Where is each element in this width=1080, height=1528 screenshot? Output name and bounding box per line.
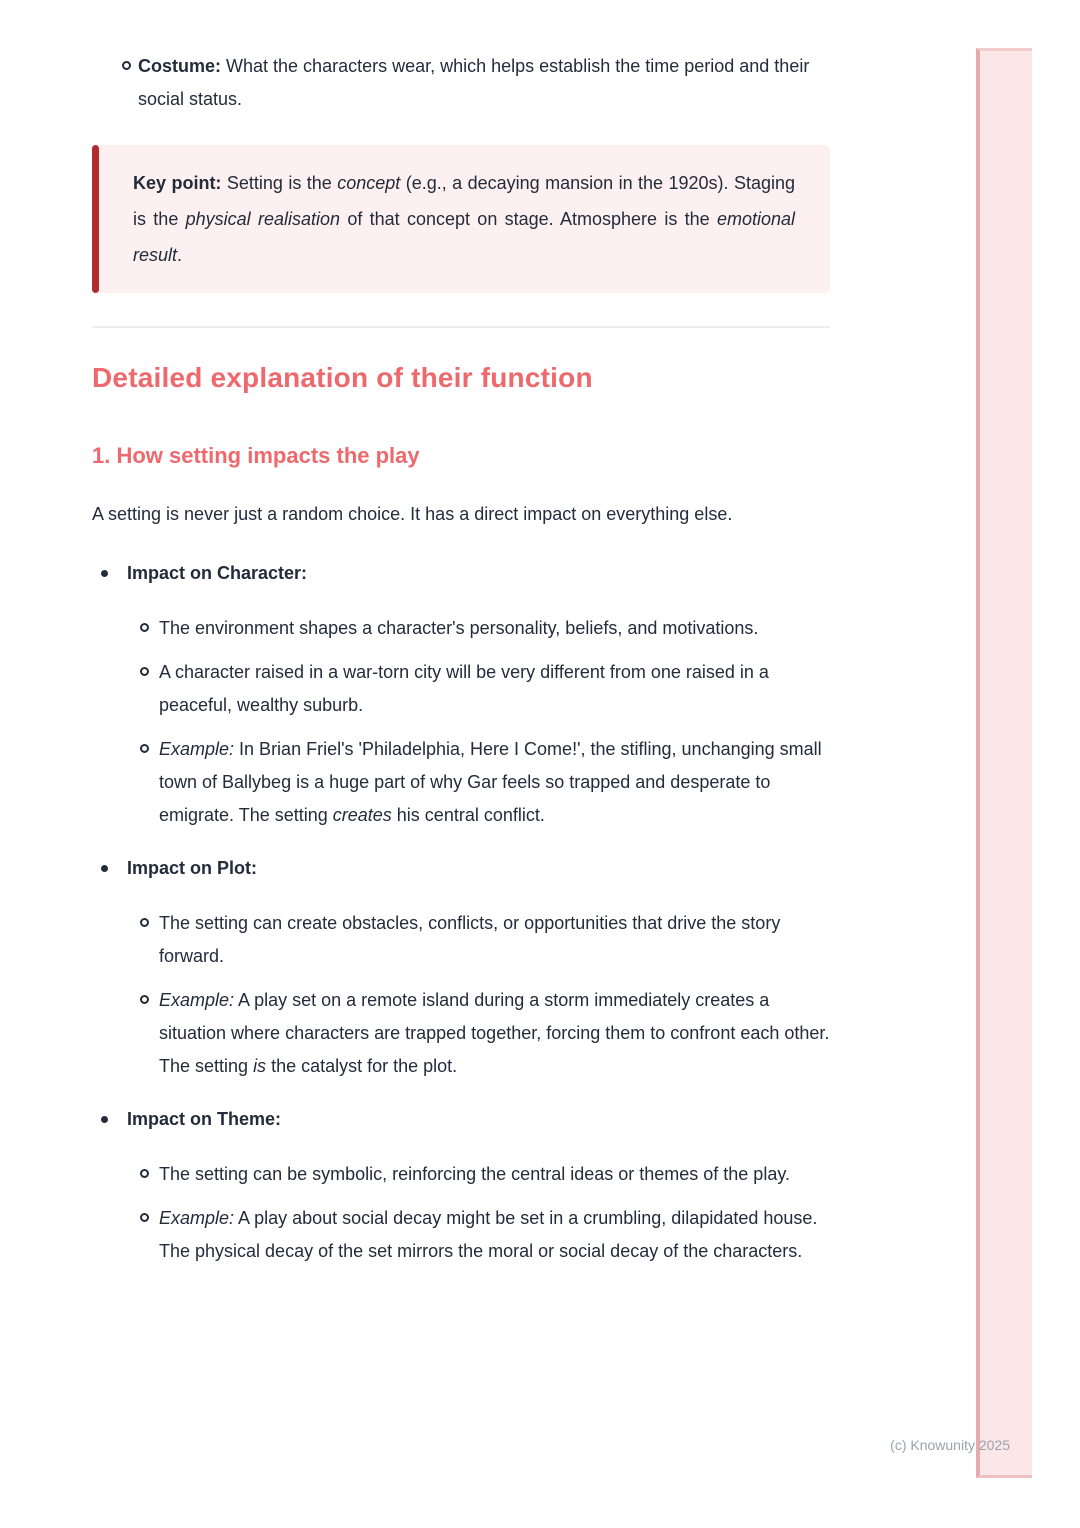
example-label: Example: bbox=[159, 990, 235, 1010]
circle-bullet-icon bbox=[122, 61, 131, 70]
circle-bullet-icon bbox=[140, 995, 149, 1004]
list-item-text: A play about social decay might be set in a crumbling, dilapidated house. The physical decay of the set mirrors the moral or social decay of the characters. bbox=[159, 1208, 818, 1261]
section-divider bbox=[92, 326, 830, 328]
callout-text: (e.g., a decaying mansion in the 1920s). Staging is the bbox=[133, 173, 796, 229]
circle-bullet-icon bbox=[140, 1213, 149, 1222]
disc-bullet-icon bbox=[101, 865, 108, 872]
list-item-text: The setting can create obstacles, conflicts, or opportunities that drive the story forward. bbox=[159, 913, 781, 966]
callout-label: Key point: bbox=[133, 173, 227, 193]
list-item-title: Impact on Plot: bbox=[127, 858, 257, 878]
list-item-costume bbox=[92, 50, 830, 116]
example-label: Example: bbox=[159, 739, 235, 759]
callout-text: of that concept on stage. Atmosphere is the bbox=[340, 209, 717, 229]
callout-text-italic: concept bbox=[337, 173, 401, 193]
key-point-callout bbox=[92, 145, 830, 293]
list-item bbox=[92, 656, 830, 722]
disc-bullet-icon bbox=[101, 1116, 108, 1123]
page-edge-accent-strip bbox=[976, 48, 1032, 1478]
callout-text-italic: emotional result bbox=[133, 209, 795, 265]
list-item-text: In Brian Friel's 'Philadelphia, Here I Come!', the stifling, unchanging small town of Ballybeg is a huge part of why Gar feels so trapped and desperate to emigrate. The setting bbox=[159, 739, 822, 825]
impact-list bbox=[92, 557, 830, 1268]
callout-text-italic: physical realisation bbox=[185, 209, 341, 229]
disc-bullet-icon bbox=[101, 570, 108, 577]
list-item-example bbox=[92, 1202, 830, 1268]
list-item-example bbox=[92, 733, 830, 832]
page-title: Detailed explanation of their function bbox=[92, 362, 593, 393]
list-item-text: A play set on a remote island during a storm immediately creates a situation where characters are trapped together, forcing them to confront each other. The setting bbox=[159, 990, 830, 1076]
list-item-text: The environment shapes a character's personality, beliefs, and motivations. bbox=[159, 618, 759, 638]
content-column bbox=[92, 0, 830, 1288]
list-item-impact-theme bbox=[92, 1103, 830, 1136]
intro-paragraph: A setting is never just a random choice. It has a direct impact on everything else. bbox=[92, 504, 733, 524]
list-item-text: What the characters wear, which helps establish the time period and their social status. bbox=[138, 56, 810, 109]
list-item-example bbox=[92, 984, 830, 1083]
list-item-title: Impact on Theme: bbox=[127, 1109, 282, 1129]
impact-character-sublist bbox=[92, 612, 830, 832]
copyright-notice: (c) Knowunity 2025 bbox=[890, 1437, 1010, 1453]
list-item-title: Impact on Character: bbox=[127, 563, 308, 583]
list-item bbox=[92, 612, 830, 645]
callout-accent-bar bbox=[92, 145, 99, 293]
section-heading: 1. How setting impacts the play bbox=[92, 443, 420, 468]
example-label: Example: bbox=[159, 1208, 235, 1228]
list-item-impact-character bbox=[92, 557, 830, 590]
circle-bullet-icon bbox=[140, 744, 149, 753]
list-item-text: his central conflict. bbox=[391, 805, 545, 825]
list-item-label: Costume: bbox=[138, 56, 227, 76]
circle-bullet-icon bbox=[140, 918, 149, 927]
list-item-text: The setting can be symbolic, reinforcing the central ideas or themes of the play. bbox=[159, 1164, 790, 1184]
circle-bullet-icon bbox=[140, 623, 149, 632]
list-item-text-italic: creates bbox=[332, 805, 392, 825]
list-item-text-italic: is bbox=[253, 1056, 267, 1076]
circle-bullet-icon bbox=[140, 1169, 149, 1178]
list-item-impact-plot bbox=[92, 852, 830, 885]
impact-plot-sublist bbox=[92, 907, 830, 1083]
callout-text: . bbox=[177, 245, 183, 265]
list-item-text: the catalyst for the plot. bbox=[266, 1056, 458, 1076]
list-item bbox=[92, 1158, 830, 1191]
circle-bullet-icon bbox=[140, 667, 149, 676]
callout-text: Setting is the bbox=[226, 173, 338, 193]
list-item-text: A character raised in a war-torn city will be very different from one raised in a peaceful, wealthy suburb. bbox=[159, 662, 769, 715]
list-item bbox=[92, 907, 830, 973]
impact-theme-sublist bbox=[92, 1158, 830, 1268]
